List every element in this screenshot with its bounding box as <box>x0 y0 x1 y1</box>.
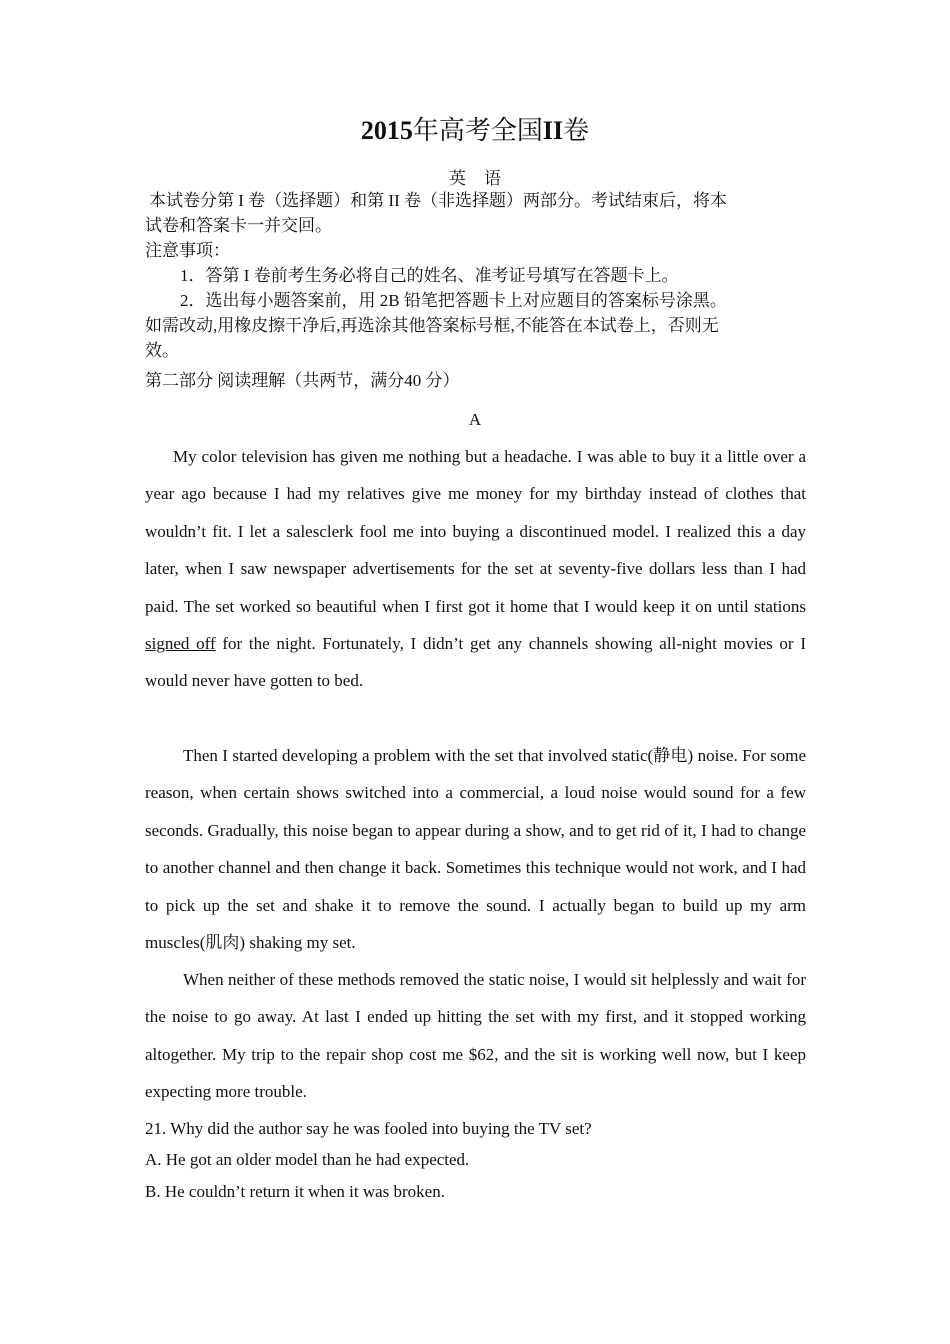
note-2-line-2: 如需改动,用橡皮擦干净后,再选涂其他答案标号框,不能答在本试卷上，否则无 <box>145 316 719 335</box>
subject-heading: 英语 <box>449 169 519 188</box>
question-21: 21. Why did the author say he was fooled into buying the TV set? <box>145 1119 592 1138</box>
p2-text: Then I started developing a problem with the set that involved static(静电) noise. For some reason, when certain shows switched into a commercial, a loud noise would sound for a few seconds. Gradually, this noise began to appear during a show, and to get rid of it, I had to change to another channel and then change it back. Sometimes this technique would not work, and I had to pick up the set and shake it to remove the sound. I actually began to build up my arm muscles(肌肉) shaking my set. <box>145 746 806 953</box>
passage-label: A <box>468 410 482 429</box>
option-a: A. He got an older model than he had expected. <box>145 1150 470 1169</box>
title-juan: 卷 <box>563 116 590 145</box>
title-text: 年高考全国 <box>412 116 543 145</box>
section-heading: 第二部分 阅读理解（共两节，满分40 分） <box>145 371 460 390</box>
title-roman: II <box>542 116 564 145</box>
page-title <box>0 114 950 148</box>
notes-title: 注意事项： <box>145 241 230 260</box>
p3-text: When neither of these methods removed the static noise, I would sit helplessly and wait for the noise to go away. At last I ended up hitting the set with my first, and it stopped working altogether. My trip to the repair shop cost me $62, and the sit is working well now, but I keep expecting more trouble. <box>145 970 806 1102</box>
note-2-line-1: 2．选出每小题答案前，用 2B 铅笔把答题卡上对应题目的答案标号涂黑。 <box>180 291 727 310</box>
intro-line-1: 本试卷分第 I 卷（选择题）和第 II 卷（非选择题）两部分。考试结束后，将本 <box>149 191 727 210</box>
p1-text-after: for the night. Fortunately, I didn’t get any channels showing all-night movies or I would never have gotten to bed. <box>145 634 806 691</box>
passage-paragraph-2 <box>145 737 806 961</box>
option-b: B. He couldn’t return it when it was broken. <box>145 1182 445 1201</box>
note-1: 1．答第 I 卷前考生务必将自己的姓名、准考证号填写在答题卡上。 <box>180 266 679 285</box>
title-year: 2015 <box>360 116 413 145</box>
underlined-phrase: signed off <box>145 634 216 654</box>
intro-line-2: 试卷和答案卡一并交回。 <box>145 216 332 235</box>
passage-paragraph-1 <box>145 438 806 700</box>
passage-paragraph-3 <box>145 961 806 1111</box>
note-2-line-3: 效。 <box>145 341 179 360</box>
p1-text-before: My color television has given me nothing but a headache. I was able to buy it a little over a year ago because I had my relatives give me money for my birthday instead of clothes that wouldn’t fit. I let a salesclerk fool me into buying a discontinued model. I realized this a day later, when I saw newspaper advertisements for the set at seventy-five dollars less than I had paid. The set worked so beautiful when I first got it home that I would keep it on until stations <box>145 447 806 616</box>
